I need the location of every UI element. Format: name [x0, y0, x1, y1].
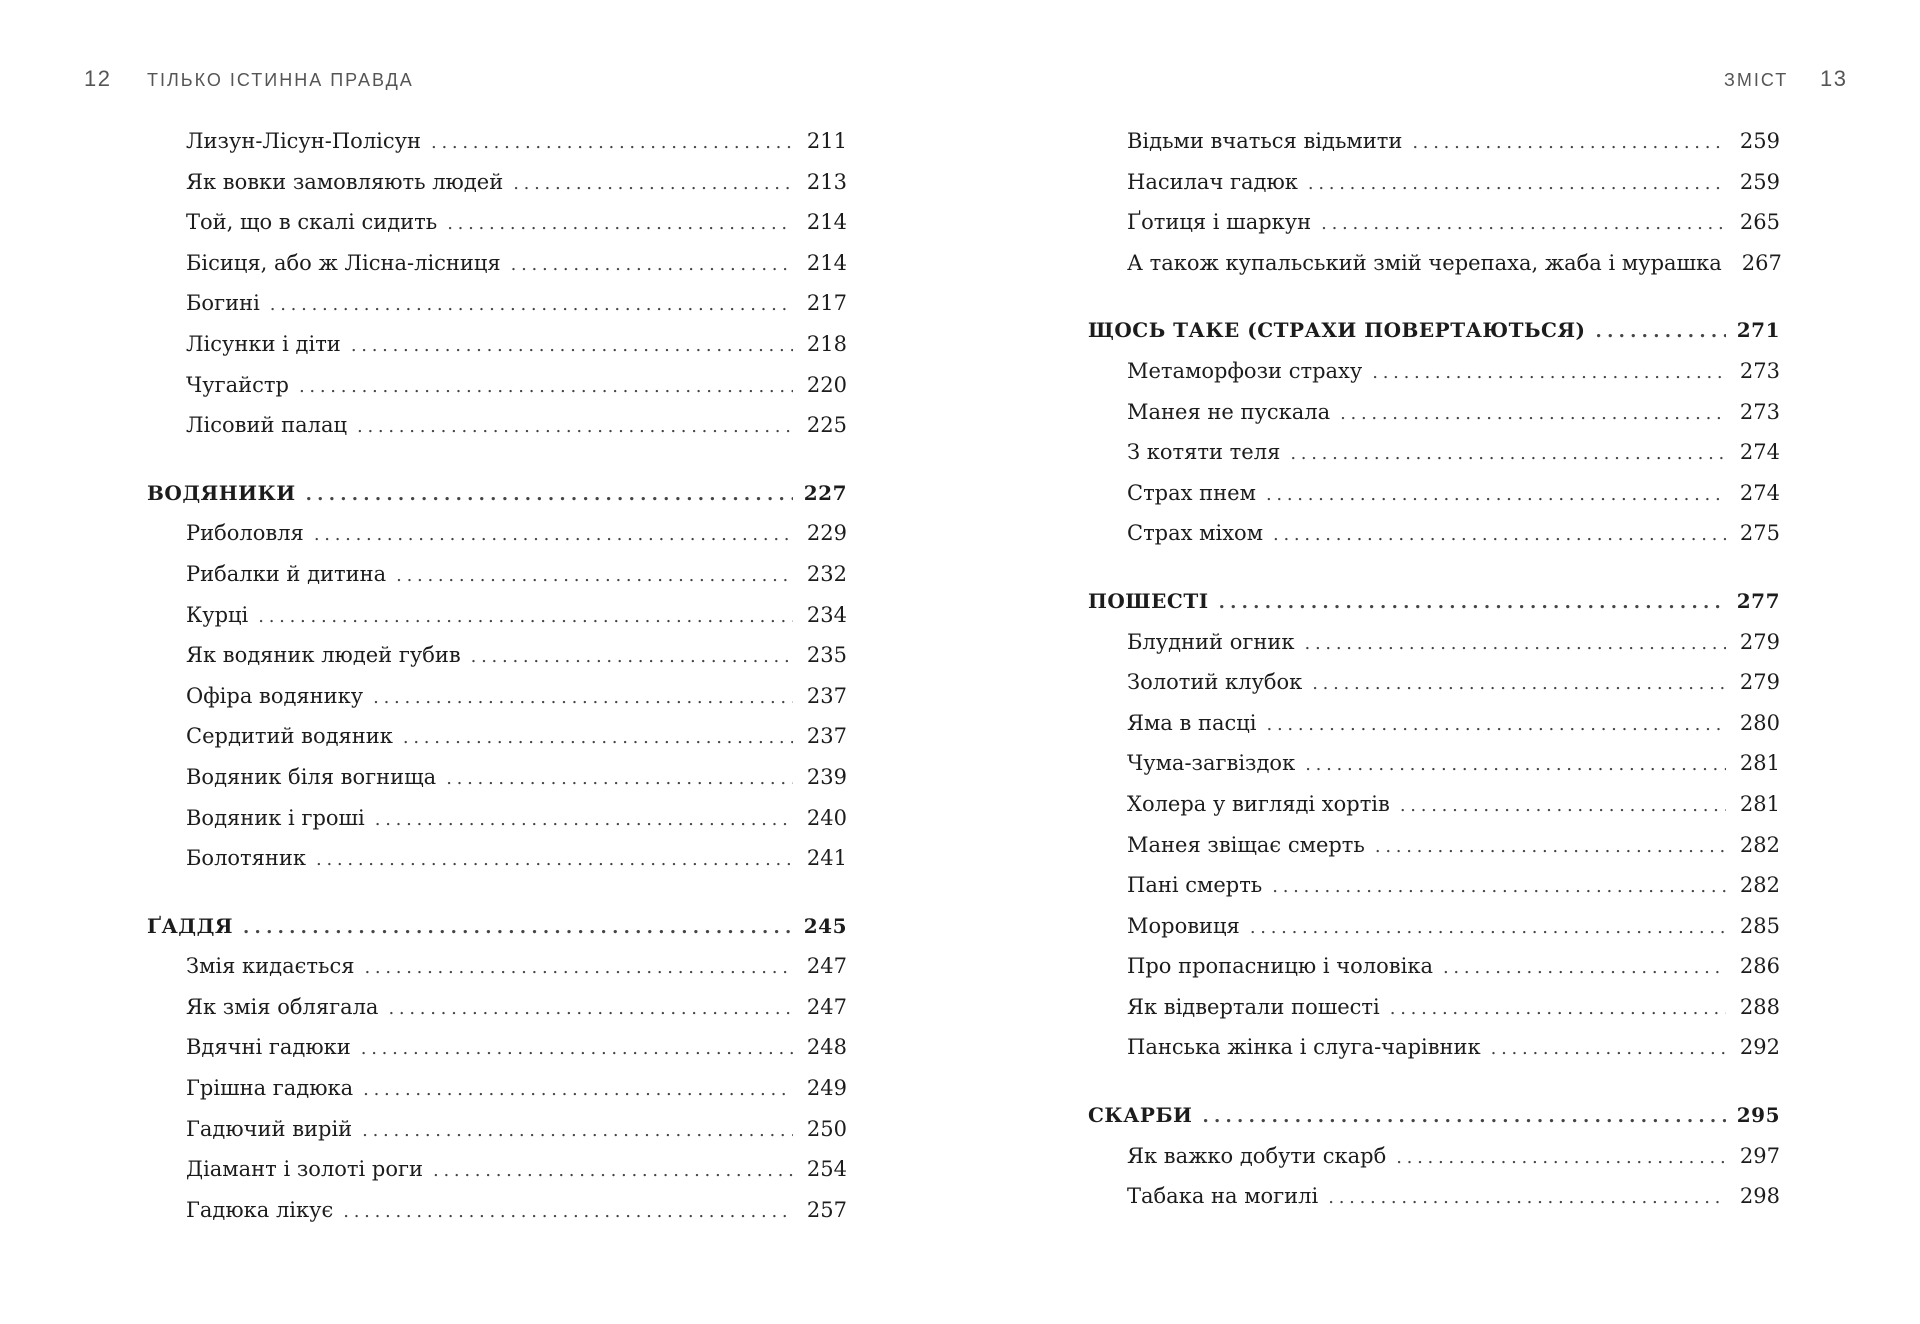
right-toc-column — [1088, 129, 1780, 1225]
toc-entry[interactable] — [1088, 440, 1780, 481]
toc-page-number: 245 — [803, 913, 847, 938]
toc-title: Гадюка лікує — [186, 1197, 334, 1222]
toc-entry[interactable] — [1088, 873, 1780, 914]
toc-entry[interactable] — [1088, 170, 1780, 211]
toc-page-number: 225 — [806, 413, 847, 438]
toc-page-number: 281 — [1739, 791, 1780, 816]
toc-title: Відьми вчаться відьмити — [1127, 129, 1403, 153]
toc-entry[interactable] — [1088, 751, 1780, 792]
toc-page-number: 211 — [806, 129, 847, 153]
toc-entry[interactable] — [147, 846, 847, 887]
dot-leader — [1273, 524, 1726, 545]
toc-page-number: 273 — [1739, 399, 1780, 424]
toc-title: Болотяник — [186, 846, 307, 871]
toc-section-heading[interactable] — [1088, 1103, 1780, 1144]
toc-entry[interactable] — [1088, 129, 1780, 170]
toc-entry[interactable] — [1088, 630, 1780, 671]
toc-page-number: 271 — [1736, 318, 1780, 343]
right-running-title: ЗМІСТ — [1724, 70, 1789, 90]
toc-title: Змія кидається — [186, 954, 355, 979]
toc-entry[interactable] — [147, 1157, 847, 1198]
toc-page-number: 247 — [806, 954, 847, 979]
dot-leader — [306, 484, 793, 505]
toc-title: Про пропасницю і чоловіка — [1127, 954, 1433, 979]
dot-leader — [1305, 633, 1727, 654]
dot-leader — [446, 768, 793, 789]
toc-section-heading[interactable] — [147, 481, 847, 522]
dot-leader — [388, 998, 793, 1019]
toc-title: Як водяник людей губив — [186, 643, 461, 668]
toc-page-number: 214 — [806, 250, 847, 275]
toc-page-number: 237 — [806, 724, 847, 749]
toc-title: ЩОСЬ ТАКЕ (СТРАХИ ПОВЕРТАЮТЬСЯ) — [1088, 318, 1586, 343]
toc-page-number: 239 — [806, 764, 847, 789]
dot-leader — [1202, 1106, 1726, 1127]
toc-page-number: 213 — [806, 169, 847, 194]
toc-page-number: 237 — [806, 683, 847, 708]
toc-title: А також купальський змій черепаха, жаба і мурашка — [1127, 250, 1722, 275]
toc-title: СКАРБИ — [1088, 1103, 1193, 1128]
toc-page-number: 288 — [1739, 994, 1780, 1019]
dot-leader — [1400, 795, 1726, 816]
dot-leader — [431, 132, 793, 153]
toc-title: Чума-загвіздок — [1127, 751, 1296, 776]
section-gap — [147, 454, 847, 481]
dot-leader — [1412, 132, 1726, 153]
toc-title: ПОШЕСТІ — [1088, 588, 1209, 613]
toc-title: Лісунки і діти — [186, 331, 341, 356]
toc-title: Як змія облягала — [186, 994, 379, 1019]
dot-leader — [1272, 876, 1726, 897]
toc-title: Як відвертали пошесті — [1127, 994, 1380, 1019]
toc-page-number: 292 — [1739, 1035, 1780, 1060]
toc-page-number: 249 — [806, 1076, 847, 1101]
dot-leader — [1219, 592, 1726, 613]
toc-title: Богині — [186, 291, 260, 316]
toc-page-number: 267 — [1741, 250, 1782, 275]
dot-leader — [1372, 362, 1726, 383]
toc-title: Чугайстр — [186, 372, 289, 397]
dot-leader — [364, 957, 793, 978]
toc-entry[interactable] — [147, 562, 847, 603]
toc-entry[interactable] — [147, 954, 847, 995]
toc-entry[interactable] — [1088, 251, 1780, 292]
dot-leader — [1491, 1038, 1726, 1059]
toc-entry[interactable] — [147, 129, 847, 170]
toc-title: Панська жінка і слуга-чарівник — [1127, 1035, 1481, 1060]
toc-page-number: 217 — [806, 291, 847, 316]
toc-page-number: 282 — [1739, 873, 1780, 898]
right-page-number: 13 — [1820, 66, 1848, 91]
toc-title: ҐАДДЯ — [147, 913, 233, 938]
toc-page-number: 285 — [1739, 913, 1780, 938]
toc-page-number: 298 — [1739, 1184, 1780, 1209]
dot-leader — [447, 213, 793, 234]
toc-page-number: 250 — [806, 1116, 847, 1141]
toc-entry[interactable] — [1088, 210, 1780, 251]
toc-entry[interactable] — [147, 1198, 847, 1239]
toc-title: Холера у вигляді хортів — [1127, 791, 1390, 816]
toc-title: Діамант і золоті роги — [186, 1157, 424, 1182]
left-toc-column — [147, 129, 847, 1238]
toc-entry[interactable] — [147, 170, 847, 211]
toc-title: Золотий клубок — [1127, 670, 1303, 695]
toc-page-number: 259 — [1739, 129, 1780, 153]
toc-title: Лизун-Лісун-Полісун — [186, 129, 421, 153]
toc-title: Курці — [186, 602, 249, 627]
dot-leader — [1266, 484, 1726, 505]
toc-title: Лісовий палац — [186, 413, 348, 438]
toc-title: Рибалки й дитина — [186, 561, 387, 586]
dot-leader — [1250, 917, 1726, 938]
toc-page-number: 214 — [806, 210, 847, 235]
dot-leader — [243, 917, 793, 938]
toc-entry[interactable] — [1088, 995, 1780, 1036]
toc-title: Метаморфози страху — [1127, 358, 1363, 383]
dot-leader — [1596, 321, 1726, 342]
toc-entry[interactable] — [1088, 1144, 1780, 1185]
toc-page-number: 275 — [1739, 521, 1780, 546]
toc-page-number: 247 — [806, 994, 847, 1019]
toc-page-number: 282 — [1739, 832, 1780, 857]
dot-leader — [1308, 173, 1726, 194]
dot-leader — [316, 849, 793, 870]
dot-leader — [1340, 403, 1726, 424]
section-gap — [1088, 1076, 1780, 1103]
toc-section-heading[interactable] — [1088, 589, 1780, 630]
dot-leader — [433, 1160, 793, 1181]
dot-leader — [471, 646, 793, 667]
dot-leader — [357, 416, 793, 437]
toc-entry[interactable] — [1088, 481, 1780, 522]
toc-title: Страх пнем — [1127, 480, 1256, 505]
dot-leader — [1305, 754, 1726, 775]
dot-leader — [351, 335, 793, 356]
dot-leader — [1290, 443, 1726, 464]
section-gap — [1088, 291, 1780, 318]
dot-leader — [375, 809, 793, 830]
toc-page-number: 229 — [806, 521, 847, 546]
toc-page-number: 257 — [806, 1197, 847, 1222]
dot-leader — [513, 173, 793, 194]
toc-entry[interactable] — [147, 1076, 847, 1117]
toc-page-number: 274 — [1739, 480, 1780, 505]
toc-page-number: 241 — [806, 846, 847, 871]
dot-leader — [1267, 714, 1727, 735]
toc-title: Блудний огник — [1127, 629, 1295, 654]
section-gap — [147, 887, 847, 914]
toc-entry[interactable] — [147, 251, 847, 292]
toc-entry[interactable] — [1088, 954, 1780, 995]
dot-leader — [1312, 673, 1726, 694]
toc-entry[interactable] — [1088, 914, 1780, 955]
toc-page-number: 279 — [1739, 629, 1780, 654]
dot-leader — [396, 565, 793, 586]
dot-leader — [511, 254, 793, 275]
dot-leader — [343, 1201, 793, 1222]
dot-leader — [1321, 213, 1726, 234]
dot-leader — [373, 687, 793, 708]
dot-leader — [1390, 998, 1726, 1019]
toc-title: ВОДЯНИКИ — [147, 480, 296, 505]
toc-title: Гадючий вирій — [186, 1116, 353, 1141]
toc-title: Манея не пускала — [1127, 399, 1331, 424]
toc-title: Як важко добути скарб — [1127, 1143, 1387, 1168]
toc-page-number: 232 — [806, 561, 847, 586]
toc-entry[interactable] — [147, 643, 847, 684]
left-page-number: 12 — [84, 66, 112, 91]
toc-page-number: 273 — [1739, 358, 1780, 383]
toc-page-number: 279 — [1739, 670, 1780, 695]
toc-title: Табака на могилі — [1127, 1184, 1319, 1209]
dot-leader — [270, 294, 793, 315]
toc-entry[interactable] — [147, 684, 847, 725]
dot-leader — [362, 1120, 793, 1141]
toc-page-number: 280 — [1739, 710, 1780, 735]
toc-entry[interactable] — [147, 1117, 847, 1158]
toc-title: Водяник і гроші — [186, 805, 365, 830]
toc-title: Вдячні гадюки — [186, 1035, 351, 1060]
dot-leader — [1443, 957, 1726, 978]
dot-leader — [403, 727, 793, 748]
toc-title: Ґотиця і шаркун — [1127, 210, 1312, 235]
toc-page-number: 220 — [806, 372, 847, 397]
toc-page-number: 286 — [1739, 954, 1780, 979]
toc-page-number: 274 — [1739, 440, 1780, 465]
toc-section-heading[interactable] — [147, 914, 847, 955]
toc-page-number: 218 — [806, 331, 847, 356]
toc-entry[interactable] — [1088, 359, 1780, 400]
toc-entry[interactable] — [1088, 792, 1780, 833]
toc-title: Як вовки замовляють людей — [186, 169, 504, 194]
toc-entry[interactable] — [147, 291, 847, 332]
toc-section-heading[interactable] — [1088, 318, 1780, 359]
section-gap — [1088, 562, 1780, 589]
toc-entry[interactable] — [1088, 670, 1780, 711]
toc-entry[interactable] — [1088, 833, 1780, 874]
toc-title: З котяти теля — [1127, 440, 1281, 465]
toc-entry[interactable] — [147, 210, 847, 251]
dot-leader — [314, 524, 793, 545]
toc-entry[interactable] — [147, 1035, 847, 1076]
dot-leader — [363, 1079, 793, 1100]
toc-title: Пані смерть — [1127, 873, 1263, 898]
toc-title: Моровиця — [1127, 913, 1240, 938]
toc-entry[interactable] — [1088, 400, 1780, 441]
toc-page-number: 277 — [1736, 588, 1780, 613]
toc-title: Манея звіщає смерть — [1127, 832, 1365, 857]
toc-entry[interactable] — [147, 765, 847, 806]
toc-title: Риболовля — [186, 521, 304, 546]
toc-entry[interactable] — [1088, 1035, 1780, 1076]
toc-entry[interactable] — [147, 603, 847, 644]
toc-title: Сердитий водяник — [186, 724, 393, 749]
toc-page-number: 234 — [806, 602, 847, 627]
toc-entry[interactable] — [1088, 1184, 1780, 1225]
toc-title: Офіра водянику — [186, 683, 364, 708]
toc-entry[interactable] — [147, 373, 847, 414]
toc-page-number: 265 — [1739, 210, 1780, 235]
toc-entry[interactable] — [1088, 521, 1780, 562]
toc-entry[interactable] — [1088, 711, 1780, 752]
dot-leader — [258, 606, 793, 627]
toc-entry[interactable] — [147, 806, 847, 847]
toc-page-number: 259 — [1739, 169, 1780, 194]
toc-page-number: 235 — [806, 643, 847, 668]
toc-entry[interactable] — [147, 413, 847, 454]
toc-entry[interactable] — [147, 724, 847, 765]
toc-entry[interactable] — [147, 332, 847, 373]
left-running-title: ТІЛЬКО ІСТИННА ПРАВДА — [147, 70, 414, 90]
toc-page-number: 281 — [1739, 751, 1780, 776]
toc-page-number: 227 — [803, 480, 847, 505]
toc-page-number: 295 — [1736, 1103, 1780, 1128]
toc-page-number: 297 — [1739, 1143, 1780, 1168]
toc-title: Страх міхом — [1127, 521, 1264, 546]
dot-leader — [299, 376, 793, 397]
toc-page-number: 248 — [806, 1035, 847, 1060]
toc-title: Яма в пасці — [1127, 710, 1257, 735]
toc-title: Той, що в скалі сидить — [186, 210, 438, 235]
toc-page-number: 240 — [806, 805, 847, 830]
toc-page-number: 254 — [806, 1157, 847, 1182]
toc-title: Бісиця, або ж Лісна-лісниця — [186, 250, 501, 275]
toc-entry[interactable] — [147, 995, 847, 1036]
toc-title: Водяник біля вогнища — [186, 764, 437, 789]
toc-title: Насилач гадюк — [1127, 169, 1298, 194]
toc-title: Грішна гадюка — [186, 1076, 354, 1101]
toc-entry[interactable] — [147, 521, 847, 562]
dot-leader — [361, 1038, 793, 1059]
dot-leader — [1396, 1147, 1726, 1168]
dot-leader — [1328, 1187, 1726, 1208]
dot-leader — [1375, 836, 1726, 857]
